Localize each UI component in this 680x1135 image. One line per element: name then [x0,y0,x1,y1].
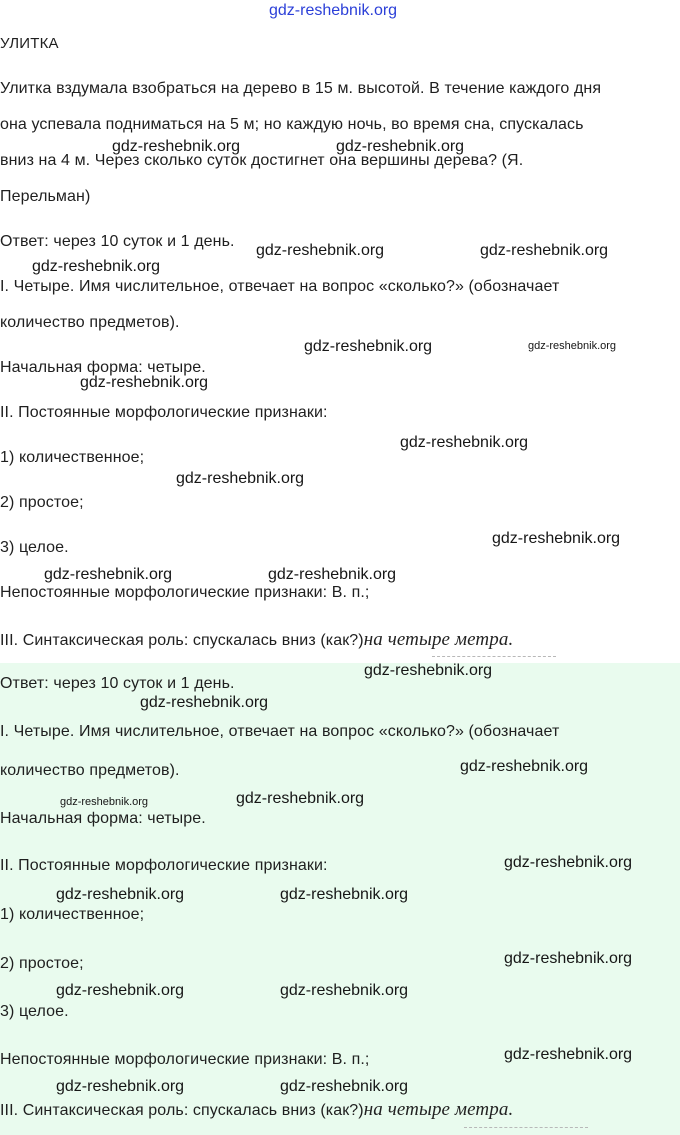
part1-line-2-green: количество предметов). [0,762,180,779]
watermark: gdz-reshebnik.org [480,242,609,259]
part3-line [0,629,513,651]
dashed-underline-green [464,1127,588,1128]
item-2-green: 2) простое; [0,955,84,972]
dashed-underline [432,656,556,657]
watermark: gdz-reshebnik.org [364,662,493,679]
watermark: gdz-reshebnik.org [112,138,241,155]
part3-text: III. Синтаксическая роль: спускалась вниз (как?) [0,632,364,649]
item-3-green: 3) целое. [0,1003,69,1020]
part2-heading-green: II. Постоянные морфологические признаки: [0,857,328,874]
item-1: 1) количественное; [0,449,145,466]
part3-line-green [0,1099,513,1121]
watermark: gdz-reshebnik.org [256,242,385,259]
watermark: gdz-reshebnik.org [60,796,149,808]
watermark: gdz-reshebnik.org [504,854,633,871]
watermark: gdz-reshebnik.org [268,566,397,583]
problem-line-3: вниз на 4 м. Через сколько суток достигнет она вершины дерева? (Я. [0,152,524,169]
watermark: gdz-reshebnik.org [44,566,173,583]
page-title: УЛИТКА [0,35,59,52]
problem-line-1: Улитка вздумала взобраться на дерево в 15 м. высотой. В течение каждого дня [0,80,602,97]
problem-line-4: Перельман) [0,188,91,205]
watermark: gdz-reshebnik.org [32,258,161,275]
watermark: gdz-reshebnik.org [336,138,465,155]
nonconstant-features-green: Непостоянные морфологические признаки: В. п.; [0,1051,370,1068]
nonconstant-features: Непостоянные морфологические признаки: В. п.; [0,584,370,601]
answer-line: Ответ: через 10 суток и 1 день. [0,233,235,250]
watermark: gdz-reshebnik.org [304,338,433,355]
part3-italic-green: на четыре метра. [363,1099,514,1120]
watermark: gdz-reshebnik.org [140,694,269,711]
part3-text-green: III. Синтаксическая роль: спускалась вниз (как?) [0,1102,364,1119]
watermark: gdz-reshebnik.org [400,434,529,451]
item-2: 2) простое; [0,494,84,511]
watermark: gdz-reshebnik.org [504,1046,633,1063]
watermark: gdz-reshebnik.org [56,982,185,999]
initial-form: Начальная форма: четыре. [0,359,206,376]
item-3: 3) целое. [0,539,69,556]
initial-form-green: Начальная форма: четыре. [0,810,206,827]
watermark: gdz-reshebnik.org [280,982,409,999]
watermark: gdz-reshebnik.org [176,470,305,487]
header-watermark[interactable]: gdz-reshebnik.org [269,2,398,19]
problem-line-2: она успевала подниматься на 5 м; но каждую ночь, во время сна, спускалась [0,116,584,133]
part1-line-1-green: I. Четыре. Имя числительное, отвечает на вопрос «сколько?» (обозначает [0,723,560,740]
watermark: gdz-reshebnik.org [80,374,209,391]
part1-line-2: количество предметов). [0,314,180,331]
watermark: gdz-reshebnik.org [56,1078,185,1095]
part3-italic: на четыре метра. [363,629,514,650]
watermark: gdz-reshebnik.org [280,1078,409,1095]
watermark: gdz-reshebnik.org [56,886,185,903]
item-1-green: 1) количественное; [0,906,145,923]
watermark: gdz-reshebnik.org [528,340,617,352]
watermark: gdz-reshebnik.org [492,530,621,547]
answer-line-green: Ответ: через 10 суток и 1 день. [0,675,235,692]
part2-heading: II. Постоянные морфологические признаки: [0,404,328,421]
watermark: gdz-reshebnik.org [504,950,633,967]
watermark: gdz-reshebnik.org [236,790,365,807]
part1-line-1: I. Четыре. Имя числительное, отвечает на вопрос «сколько?» (обозначает [0,278,560,295]
watermark: gdz-reshebnik.org [460,758,589,775]
watermark: gdz-reshebnik.org [280,886,409,903]
